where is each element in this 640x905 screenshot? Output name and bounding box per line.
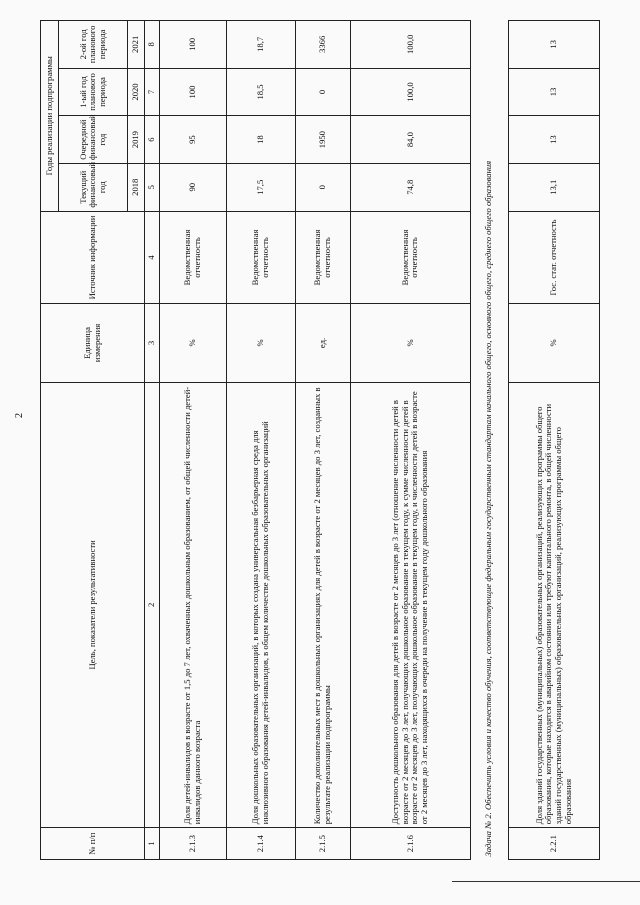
header-years-group: Годы реализации подпрограммы [41, 21, 59, 212]
row-value: 84,0 [351, 116, 470, 164]
header-year-2020: 2020 [127, 68, 144, 116]
indicators-table [40, 20, 600, 860]
row-value: 13 [508, 68, 599, 116]
row-num: 2.1.3 [160, 828, 227, 860]
header-col-number-1: 1 [145, 828, 160, 860]
row-indicator-text: Доля зданий государственных (муниципальных) образовательных организаций, реализующих программы общего образования, которые находятся в аварийном состоянии или требуют капитального ремонта, в общей численности зданий государственных (муниципальных) образовательных организаций, реализующих программы общего образования [508, 382, 599, 828]
row-value: 100,0 [351, 21, 470, 69]
header-period-2: Очередной финансовый год [59, 116, 128, 164]
row-value: 100 [160, 21, 227, 69]
row-value: 1950 [295, 116, 351, 164]
row-indicator-text: Доля детей-инвалидов в возрасте от 1,5 до 7 лет, охваченных дошкольным образованием, от общей численности детей-инвалидов данного возраста [160, 382, 227, 828]
row-value: 13,1 [508, 163, 599, 211]
row-indicator-text: Количество дополнительных мест в дошкольных организациях для детей в возрасте от 2 месяцев до 3 лет, созданных в результате реализации подпрограммы [295, 382, 351, 828]
table-row [508, 21, 599, 860]
row-source: Ведомственная отчетность [351, 211, 470, 304]
row-unit: % [351, 304, 470, 382]
task-row [470, 21, 508, 860]
row-value: 18 [226, 116, 295, 164]
row-value: 3366 [295, 21, 351, 69]
header-source: Источник информации [41, 211, 145, 304]
header-col-number-7: 7 [145, 68, 160, 116]
row-indicator-text: Доля дошкольных образовательных организаций, в которых создана универсальная безбарьерная среда для инклюзивного образования детей-инвалидов, в общем количестве дошкольных образовательных организаций [226, 382, 295, 828]
row-num: 2.2.1 [508, 828, 599, 860]
row-num: 2.1.6 [351, 828, 470, 860]
row-num: 2.1.5 [295, 828, 351, 860]
row-value: 0 [295, 68, 351, 116]
row-value: 100 [160, 68, 227, 116]
header-period-4: 2-ой год планового периода [59, 21, 128, 69]
header-num: № п/п [41, 828, 145, 860]
row-source: Гос. стат. отчетность [508, 211, 599, 304]
header-year-2021: 2021 [127, 21, 144, 69]
row-indicator-text: Доступность дошкольного образования для детей в возрасте от 2 месяцев до 3 лет (отношение численности детей в возрасте от 2 месяцев до 3 лет, получающих дошкольное образование в текущем году, к сумме численности детей в возрасте от 2 месяцев до 3 лет, получающих дошкольное образование в текущем году, и численности детей в возрасте от 2 месяцев до 3 лет, находящихся в очереди на получение в текущем году дошкольного образования [351, 382, 470, 828]
task-2-heading: Задача № 2. Обеспечить условия и качество обучения, соответствующие федеральным государственным стандартам начального общего, основного общего, среднего общего образования [470, 21, 508, 860]
table-row [351, 21, 470, 860]
header-col-number-4: 4 [145, 211, 160, 304]
header-col-number-8: 8 [145, 21, 160, 69]
table-row [295, 21, 351, 860]
header-col-number-6: 6 [145, 116, 160, 164]
page-number: 2 [14, 413, 25, 418]
row-value: 95 [160, 116, 227, 164]
row-source: Ведомственная отчетность [226, 211, 295, 304]
header-period-1: Текущий финансовый год [59, 163, 128, 211]
table-row [160, 21, 227, 860]
footer-rule [452, 881, 640, 882]
row-unit: % [160, 304, 227, 382]
header-col-number-2: 2 [145, 382, 160, 828]
header-col-number-3: 3 [145, 304, 160, 382]
table-row [226, 21, 295, 860]
header-period-3: 1-ый год планового периода [59, 68, 128, 116]
row-num: 2.1.4 [226, 828, 295, 860]
row-value: 17,5 [226, 163, 295, 211]
header-col-number-5: 5 [145, 163, 160, 211]
row-value: 0 [295, 163, 351, 211]
header-row-1 [41, 21, 59, 860]
row-value: 74,8 [351, 163, 470, 211]
header-year-2019: 2019 [127, 116, 144, 164]
header-col-numbers [145, 21, 160, 860]
row-unit: ед. [295, 304, 351, 382]
header-unit: Единица измерения [41, 304, 145, 382]
row-value: 13 [508, 116, 599, 164]
header-year-2018: 2018 [127, 163, 144, 211]
row-value: 90 [160, 163, 227, 211]
header-goal: Цель, показатели результативности [41, 382, 145, 828]
row-source: Ведомственная отчетность [295, 211, 351, 304]
rotated-page-content [40, 20, 600, 860]
row-value: 18,5 [226, 68, 295, 116]
row-value: 18,7 [226, 21, 295, 69]
row-value: 13 [508, 21, 599, 69]
row-value: 100,0 [351, 68, 470, 116]
row-unit: % [508, 304, 599, 382]
row-source: Ведомственная отчетность [160, 211, 227, 304]
row-unit: % [226, 304, 295, 382]
